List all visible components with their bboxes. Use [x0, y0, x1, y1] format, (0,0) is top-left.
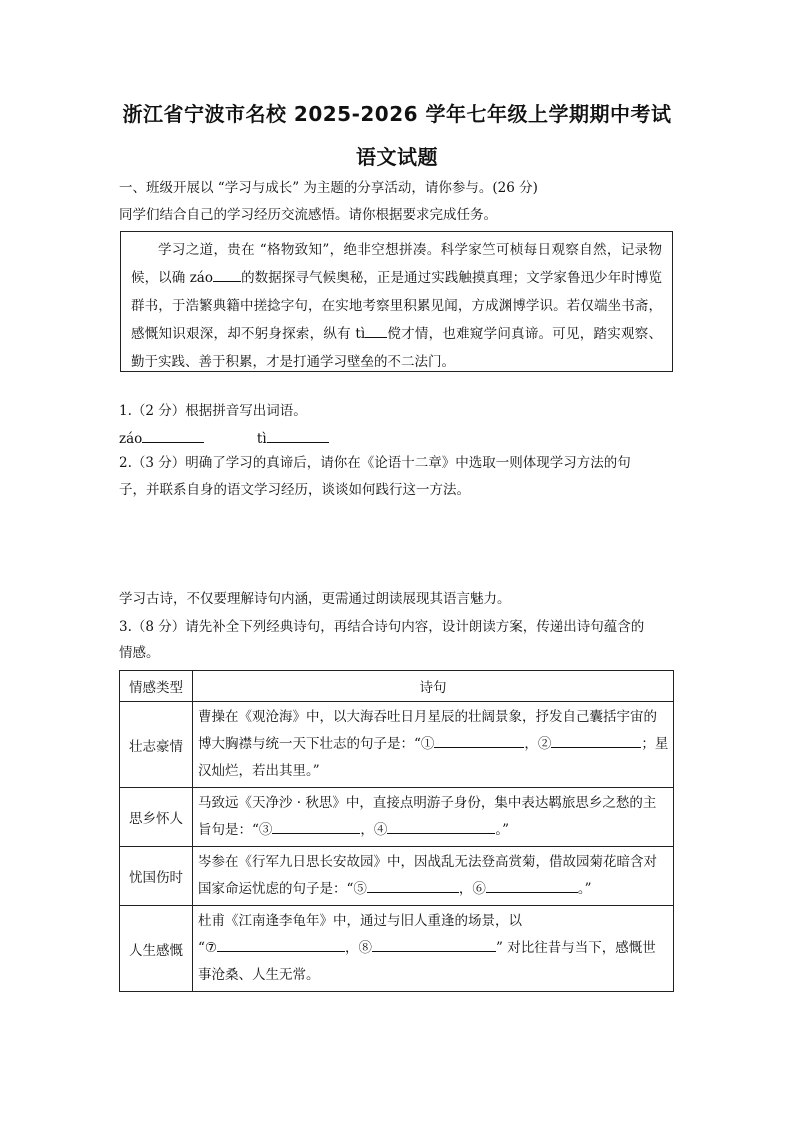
verse-text: ，④: [360, 822, 388, 838]
verse-text: ” 对比往昔与当下，感慨世事沧桑、人生无常。: [198, 940, 656, 983]
answer-blank-5[interactable]: [367, 878, 459, 893]
verse-text: 。”: [495, 822, 510, 838]
row-category: 人生感慨: [120, 906, 193, 992]
answer-blank-6[interactable]: [486, 878, 578, 893]
row-verse: [193, 847, 674, 906]
question-3-line-1: 3.（8 分）请先补全下列经典诗句，再结合诗句内容，设计朗读方案，传递出诗句蕴含的: [119, 619, 645, 635]
exam-subtitle: 语文试题: [356, 145, 438, 169]
verse-text: ，⑥: [458, 881, 486, 897]
question-2-line-1: 2.（3 分）明确了学习的真谛后，请你在《论语十二章》中选取一则体现学习方法的句: [119, 455, 631, 471]
table-header-row: [120, 671, 674, 702]
table-row: [120, 788, 674, 847]
verse-text: 杜甫《江南逢李龟年》中，通过与旧人重逢的场景，以: [198, 913, 522, 929]
poem-table: [119, 670, 674, 992]
table-row: [120, 702, 674, 788]
answer-blank-8[interactable]: [372, 937, 496, 952]
reading-intro: 学习古诗，不仅要理解诗句内涵，更需通过朗读展现其语言魅力。: [119, 591, 511, 607]
header-emotion-type: 情感类型: [120, 671, 193, 702]
q1-answer-row: [119, 428, 329, 449]
verse-text: ；星汉灿烂，若出其里。”: [198, 736, 669, 779]
row-category: 忧国伤时: [120, 847, 193, 906]
answer-blank-7[interactable]: [217, 937, 345, 952]
passage-paragraph: [131, 236, 662, 376]
verse-text: ，②: [524, 736, 552, 752]
question-3-line-2: 情感。: [119, 645, 160, 661]
section-heading: 一、班级开展以 “学习与成长” 为主题的分享活动，请你参与。(26 分): [119, 180, 538, 196]
passage-blank-zao[interactable]: [213, 267, 241, 282]
table-row: [120, 847, 674, 906]
q1-pinyin-1: záo: [119, 431, 143, 447]
question-2-line-2: 子，并联系自身的语文学习经历，谈谈如何践行这一方法。: [119, 482, 470, 498]
verse-text: 马致远《天净沙 · 秋思》中，直接点明游子身份，集中表达羁旅思乡之愁的主旨句是：“③: [198, 795, 657, 838]
question-1: 1.（2 分）根据拼音写出词语。: [119, 403, 307, 419]
passage-text-b: 的数据探寻气候奥秘，正是通过实践触摸真理；文学家鲁迅少年时博览群书，于浩繁典籍中搓捻字句，在实地考察里积累见闻，方成渊博学识。若仅端坐书斋，感慨知识艰深，却不躬身探索，纵有 tì: [131, 270, 662, 342]
passage-text-c: 傥才情，也难窥学问真谛。可见，踏实观察、勤于实践、善于积累，才是打通学习壁垒的不二法门。: [131, 326, 662, 370]
exam-title: 浙江省宁波市名校 2025-2026 学年七年级上学期期中考试: [122, 102, 672, 126]
section-intro: 同学们结合自己的学习经历交流感悟。请你根据要求完成任务。: [119, 207, 497, 223]
q1-answer-blank-1[interactable]: [142, 428, 204, 443]
answer-blank-4[interactable]: [387, 819, 495, 834]
header-verse: 诗句: [193, 671, 674, 702]
row-category: 思乡怀人: [120, 788, 193, 847]
verse-text: ，⑧: [345, 940, 373, 956]
verse-text: 。”: [577, 881, 592, 897]
verse-text: 岑参在《行军九日思长安故园》中，因战乱无法登高赏菊，借故园菊花暗含对国家命运忧虑的句子是：“⑤: [198, 854, 657, 897]
verse-text: 曹操在《观沧海》中，以大海吞吐日月星辰的壮阔景象，抒发自己囊括宇宙的博大胸襟与统一天下壮志的句子是：“①: [198, 709, 657, 752]
answer-blank-2[interactable]: [551, 733, 641, 748]
row-verse: [193, 702, 674, 788]
table-row: [120, 906, 674, 992]
answer-blank-1[interactable]: [434, 733, 524, 748]
q1-pinyin-2: tì: [256, 431, 267, 447]
q1-answer-blank-2[interactable]: [267, 428, 329, 443]
passage-blank-ti[interactable]: [365, 323, 387, 338]
reading-passage-box: [120, 231, 673, 372]
verse-text: “⑦: [198, 940, 218, 956]
row-verse: [193, 788, 674, 847]
answer-blank-3[interactable]: [272, 819, 360, 834]
row-category: 壮志豪情: [120, 702, 193, 788]
row-verse: [193, 906, 674, 992]
passage-text-a: 学习之道，贵在 “格物致知”，绝非空想拼凑。科学家竺可桢每日观察自然，记录物候，以确 záo: [131, 242, 662, 286]
